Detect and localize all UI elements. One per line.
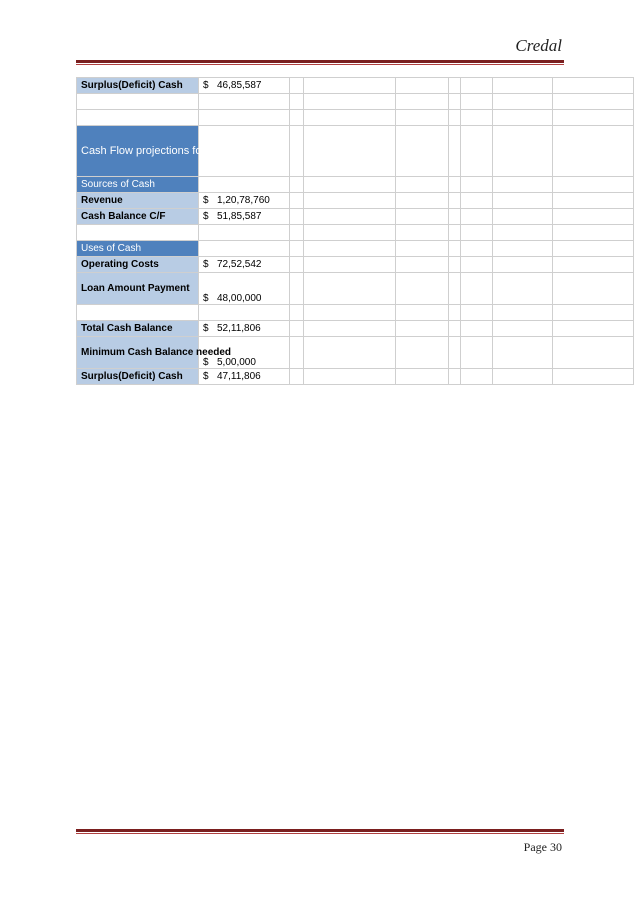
cash-flow-table (76, 77, 634, 385)
section-header: Uses of Cash (77, 241, 199, 257)
table-row (77, 110, 634, 126)
table-row (77, 225, 634, 241)
row-value: $ 5,00,000 (199, 337, 290, 369)
section-header: Sources of Cash (77, 177, 199, 193)
row-value: $ 48,00,000 (199, 273, 290, 305)
row-label: Surplus(Deficit) Cash (77, 369, 199, 385)
row-label: Surplus(Deficit) Cash (77, 78, 199, 94)
table-row (77, 273, 634, 305)
table-row (77, 78, 634, 94)
row-value: $ 51,85,587 (199, 209, 290, 225)
row-value: $ 1,20,78,760 (199, 193, 290, 209)
row-label: Minimum Cash Balance needed (77, 337, 199, 369)
table-row (77, 321, 634, 337)
table-row (77, 209, 634, 225)
row-label: Cash Balance C/F (77, 209, 199, 225)
row-value: $ 72,52,542 (199, 257, 290, 273)
row-value: $ 52,11,806 (199, 321, 290, 337)
table-row (77, 369, 634, 385)
row-label: Revenue (77, 193, 199, 209)
row-label: Total Cash Balance (77, 321, 199, 337)
table-row (77, 241, 634, 257)
footer-rule-thin (76, 833, 564, 834)
section-header: Cash Flow projections for Third Year (77, 126, 199, 177)
footer-rule (76, 829, 564, 832)
header-rule-thin (76, 64, 564, 65)
table-row (77, 177, 634, 193)
row-value: $ 47,11,806 (199, 369, 290, 385)
row-label: Operating Costs (77, 257, 199, 273)
table-row (77, 193, 634, 209)
table-row (77, 337, 634, 369)
table-row (77, 305, 634, 321)
header-title: Credal (515, 36, 562, 55)
header-rule (76, 60, 564, 63)
page-number: Page 30 (523, 840, 562, 854)
row-label: Loan Amount Payment (77, 273, 199, 305)
row-value: $ 46,85,587 (199, 78, 290, 94)
table-row (77, 126, 634, 177)
table-row (77, 94, 634, 110)
table-row (77, 257, 634, 273)
